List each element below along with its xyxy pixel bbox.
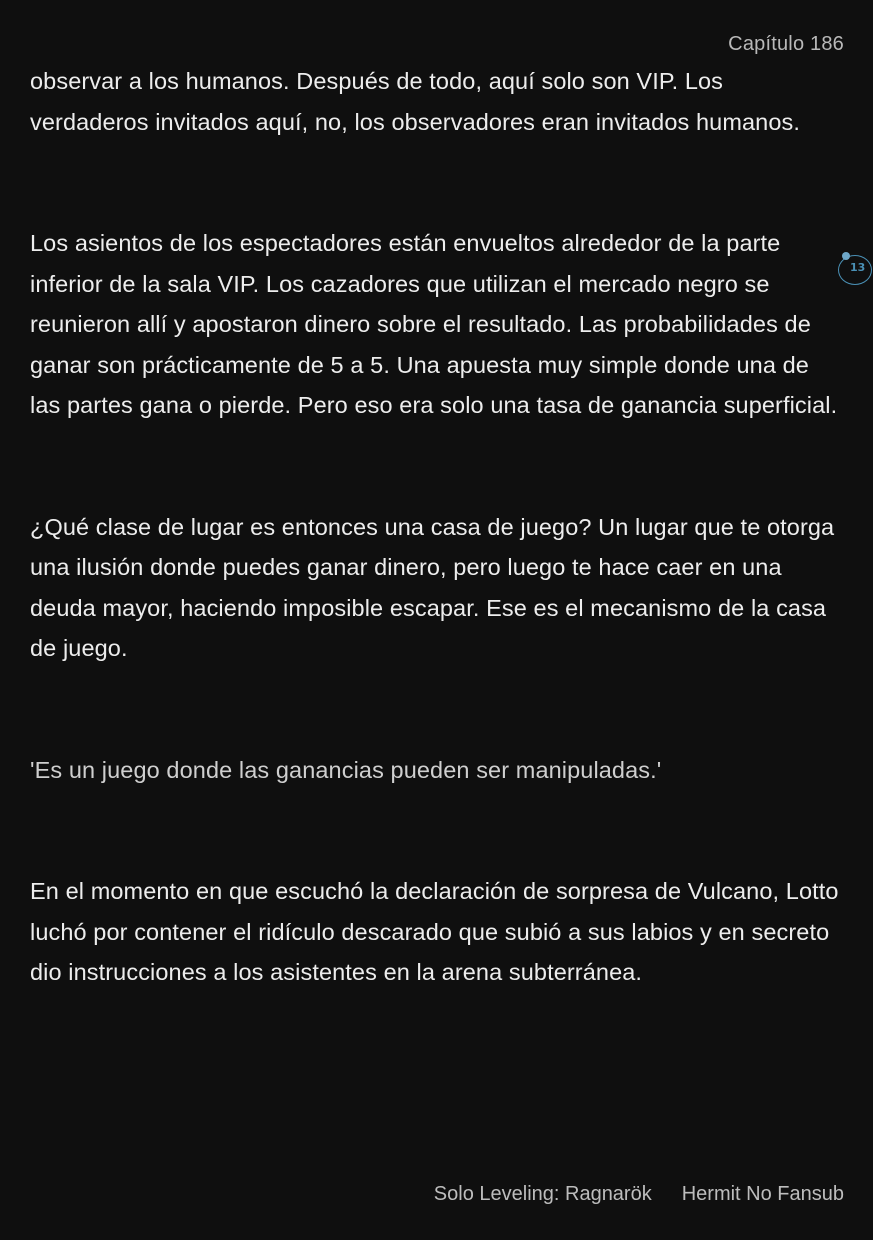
translator-name: Hermit No Fansub [681, 1183, 844, 1205]
comment-count: 13 [850, 261, 866, 274]
paragraph: observar a los humanos. Después de todo, aquí solo son VIP. Los verdaderos invitados aquí, no, los observadores eran invitados humanos. [30, 68, 801, 135]
paragraph: Los asientos de los espectadores están envueltos alrededor de la parte inferior de la sala VIP. Los cazadores que utilizan el mercado negro se reunieron allí y apostaron dinero sobre el resultado. Las probabilidades de ganar son prácticamente de 5 a 5. Una apuesta muy simple donde una de las partes gana o pierde. Pero eso era solo una tasa de ganancia superficial. [30, 230, 838, 418]
novel-title: Solo Leveling: Ragnarök [433, 1183, 652, 1205]
footer [434, 1183, 844, 1206]
paragraph: En el momento en que escuchó la declaración de sorpresa de Vulcano, Lotto luchó por contener el ridículo descarado que subió a sus labios y en secreto dio instrucciones a los asistentes en la arena subterránea. [30, 878, 839, 985]
chapter-title: Capítulo 186 [728, 33, 844, 55]
quote-paragraph: 'Es un juego donde las ganancias pueden ser manipuladas.' [30, 756, 662, 783]
comment-count-badge[interactable] [838, 255, 872, 285]
reader-content [30, 61, 845, 993]
paragraph: ¿Qué clase de lugar es entonces una casa de juego? Un lugar que te otorga una ilusión donde puedes ganar dinero, pero luego te hace caer en una deuda mayor, haciendo imposible escapar. Ese es el mecanismo de la casa de juego. [30, 513, 835, 661]
badge-dot-icon [842, 252, 850, 260]
